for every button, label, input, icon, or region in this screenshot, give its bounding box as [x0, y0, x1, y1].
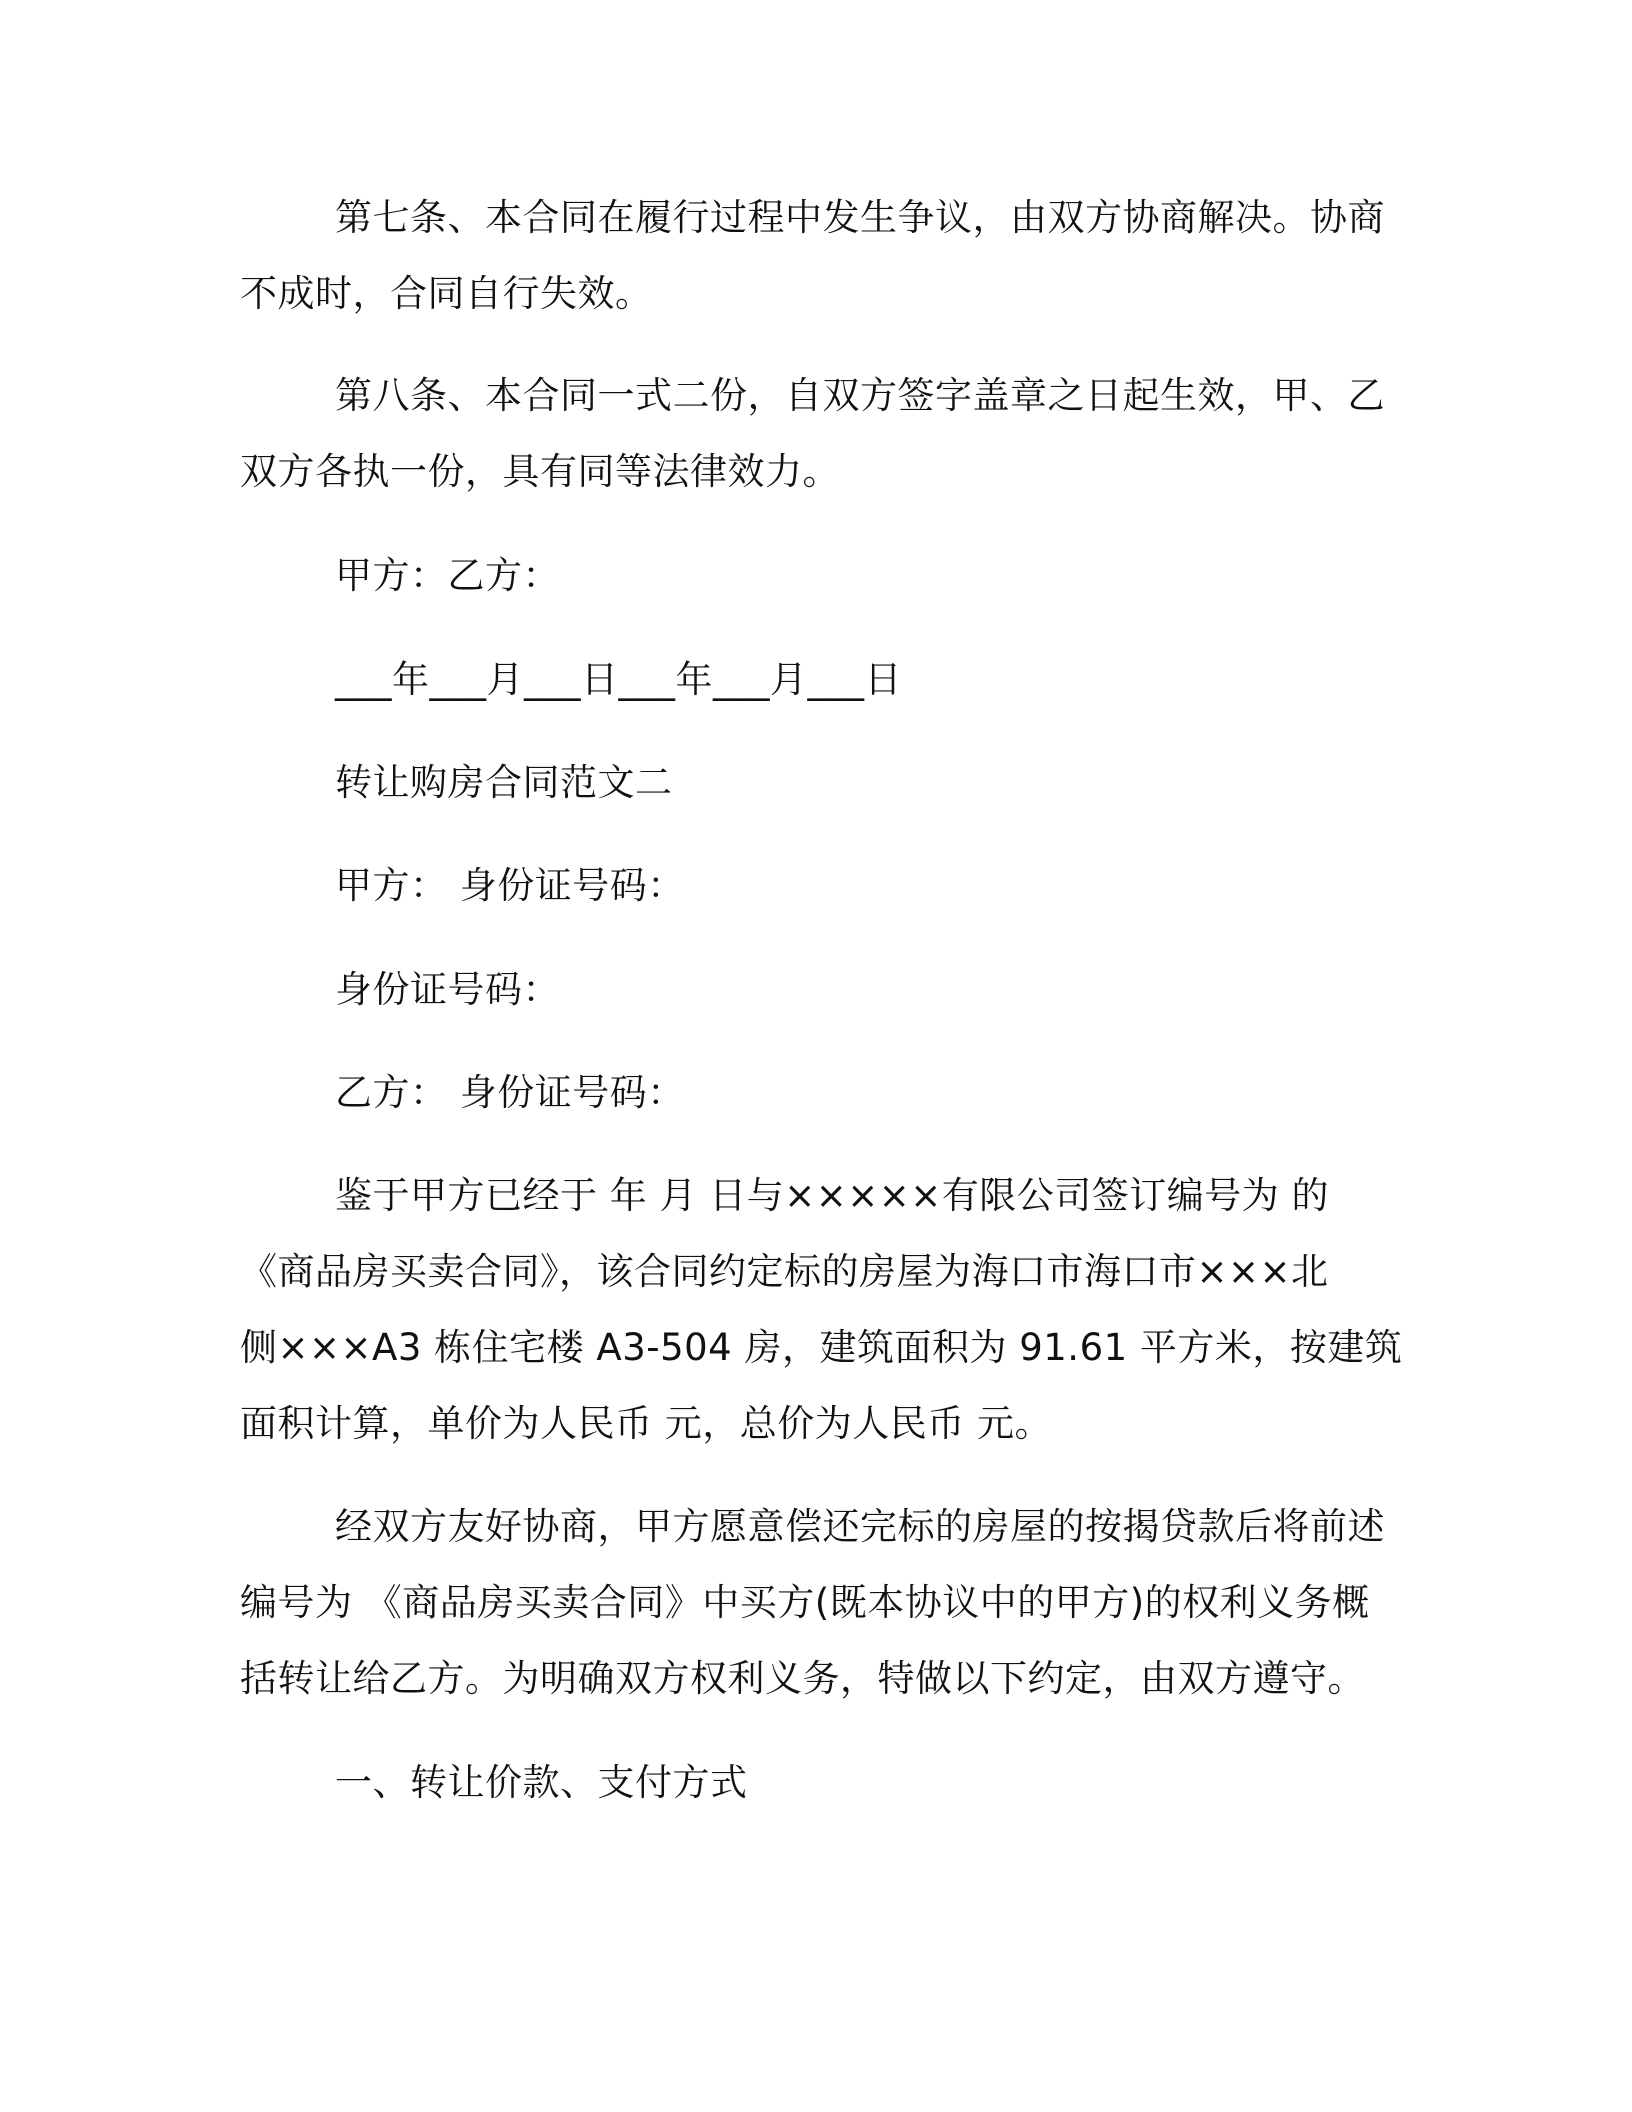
article-7-paragraph — [240, 180, 1390, 332]
id-number-line — [240, 952, 1390, 1028]
whereas-paragraph — [240, 1158, 1403, 1462]
section-title-text: 转让购房合同范文二 — [335, 761, 673, 804]
section-title — [240, 745, 1390, 821]
agreement-line-1: 经双方友好协商，甲方愿意偿还完标的房屋的按揭贷款后将前述 — [335, 1505, 1385, 1548]
whereas-line-4: 面积计算，单价为人民币 元，总价为人民币 元。 — [240, 1402, 1053, 1445]
agreement-line-3: 括转让给乙方。为明确双方权利义务，特做以下约定，由双方遵守。 — [240, 1657, 1365, 1700]
date-text: ___年___月___日___年___月___日 — [335, 658, 902, 701]
party-b-line — [240, 1055, 1390, 1131]
id-number-text: 身份证号码： — [335, 968, 560, 1011]
article-8-paragraph — [240, 358, 1390, 510]
whereas-line-1: 鉴于甲方已经于 年 月 日与×××××有限公司签订编号为 的 — [335, 1174, 1330, 1217]
whereas-line-2: 《商品房买卖合同》，该合同约定标的房屋为海口市海口市×××北 — [240, 1250, 1329, 1293]
agreement-paragraph — [240, 1489, 1390, 1717]
article-7-line-2: 不成时，合同自行失效。 — [240, 272, 653, 315]
parties-text: 甲方：乙方： — [335, 554, 560, 597]
section-1-text: 一、转让价款、支付方式 — [335, 1761, 748, 1804]
article-8-line-1: 第八条、本合同一式二份，自双方签字盖章之日起生效，甲、乙 — [335, 374, 1385, 417]
party-a-text: 甲方： 身份证号码： — [335, 864, 685, 907]
party-a-line — [240, 848, 1390, 924]
party-b-text: 乙方： 身份证号码： — [335, 1071, 685, 1114]
agreement-line-2: 编号为 《商品房买卖合同》中买方(既本协议中的甲方)的权利义务概 — [240, 1581, 1370, 1624]
section-1-heading — [240, 1745, 1390, 1821]
article-8-line-2: 双方各执一份，具有同等法律效力。 — [240, 450, 840, 493]
article-7-line-1: 第七条、本合同在履行过程中发生争议，由双方协商解决。协商 — [335, 196, 1385, 239]
date-line — [240, 642, 1390, 718]
parties-signature-line — [240, 538, 1390, 614]
whereas-line-3: 侧×××A3 栋住宅楼 A3-504 房，建筑面积为 91.61 平方米，按建筑 — [240, 1326, 1403, 1369]
